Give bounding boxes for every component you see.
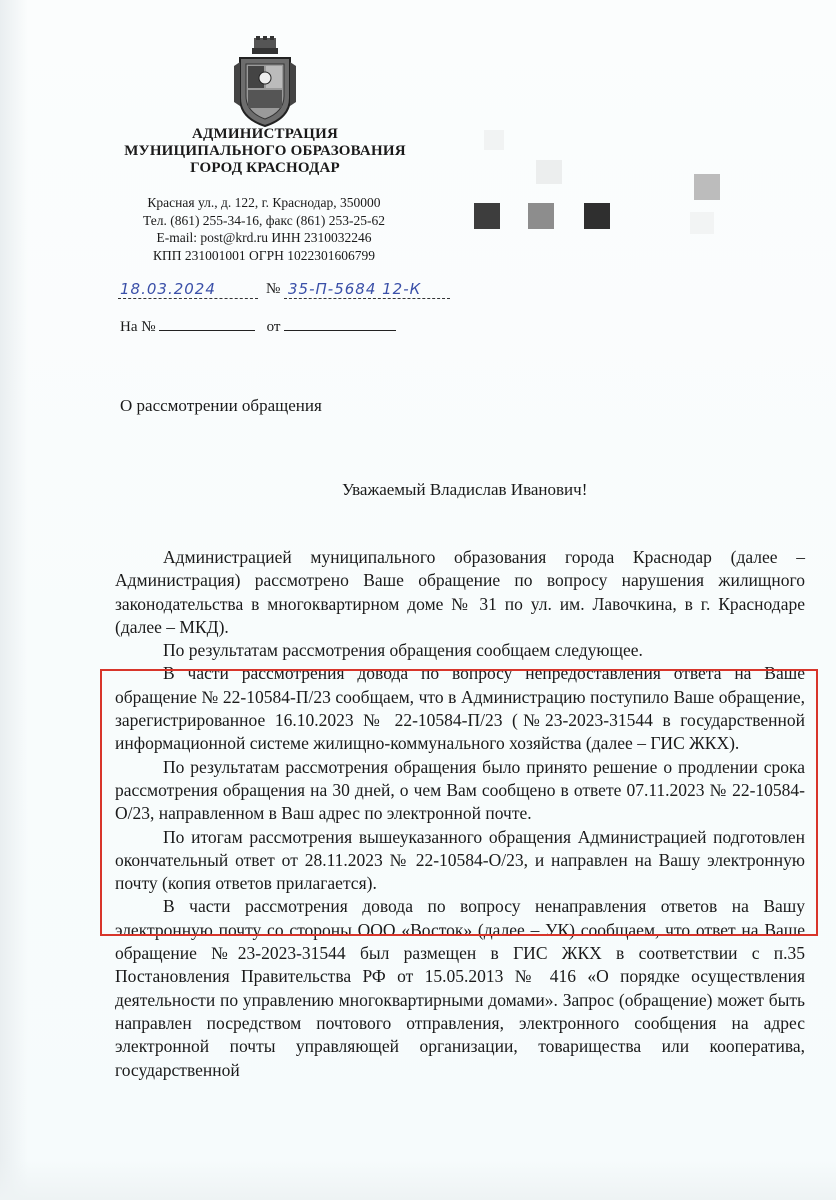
number-sign: № [266,281,281,297]
handwritten-number: 35-П-5684 12-К [288,280,422,298]
org-line-1: АДМИНИСТРАЦИЯ [192,126,338,142]
scan-shadow-bottom [0,1160,836,1200]
registration-line [118,280,458,304]
organization-contacts [104,194,424,264]
letter-subject: О рассмотрении обращения [120,396,322,415]
scan-shadow-left [0,0,28,1200]
paragraph: По итогам рассмотрения вышеуказанного обращения Администрацией подготовлен окончательный ответ от 28.11.2023 № 22-10584-О/23, и направлен на Вашу электронную почту (копия ответов прилагается). [115,826,805,894]
paragraph: В части рассмотрения довода по вопросу ненаправления ответов на Вашу электронную почту со стороны ООО «Восток» (далее – УК) сообщаем, что ответ на Ваше обращение №23-2023-31544 был размещен в ГИС ЖКХ в соответствии с п.35 Постановления Правительства РФ от 15.05.2013 № 416 «О порядке осуществления деятельности по управлению многоквартирными домами». Запрос (обращение) может быть направлен посредством почтового отправления, электронного сообщения на адрес электронной почты управляющей организации, товарищества или кооператива, государственной [115,896,805,1080]
handwritten-date: 18.03.2024 [120,280,216,298]
paragraph: Администрацией муниципального образования города Краснодар (далее – Администрация) рассмотрено Ваше обращение по вопросу нарушения жилищного законодательства в многоквартирном доме № 31 по ул. им. Лавочкина, в г. Краснодаре (далее – МКД). [115,547,805,637]
city-coat-of-arms-icon [232,36,298,128]
phone-line: Тел. (861) 255-34-16, факс (861) 253-25-62 [142,212,385,228]
org-line-3: ГОРОД КРАСНОДАР [190,160,340,176]
red-highlight-box [100,669,818,936]
reference-number-blank [159,316,255,331]
number-underline [284,298,450,299]
date-underline [118,298,258,299]
reference-date-blank [284,316,396,331]
email-inn-line: E-mail: post@krd.ru ИНН 2310032246 [156,230,372,245]
paragraph: По результатам рассмотрения обращения сообщаем следующее. [163,640,643,661]
address-line: Красная ул., д. 122, г. Краснодар, 350000 [147,195,381,210]
reference-number-label: На № [120,319,156,335]
reference-date-label: от [266,319,281,335]
kpp-ogrn-line: КПП 231001001 ОГРН 1022301606799 [153,247,375,263]
paragraph: В части рассмотрения довода по вопросу непредоставления ответа на Ваше обращение № 22-10584-П/23 сообщаем, что в Администрацию поступило Ваше обращение, зарегистрированное 16.10.2023 № 22-10584-П/23 (№23-2023-31544 в государственной информационной системе жилищно-коммунального хозяйства (далее – ГИС ЖКХ). [115,663,805,754]
letter-greeting: Уважаемый Владислав Иванович! [342,480,588,499]
organization-name [100,126,430,177]
org-line-2: МУНИЦИПАЛЬНОГО ОБРАЗОВАНИЯ [124,143,406,159]
reference-line [120,316,396,336]
paragraph: По результатам рассмотрения обращения было принято решение о продлении срока рассмотрения обращения на 30 дней, о чем Вам сообщено в ответе 07.11.2023 № 22-10584-О/23, направленном в Ваш адрес по электронной почте. [115,756,805,824]
